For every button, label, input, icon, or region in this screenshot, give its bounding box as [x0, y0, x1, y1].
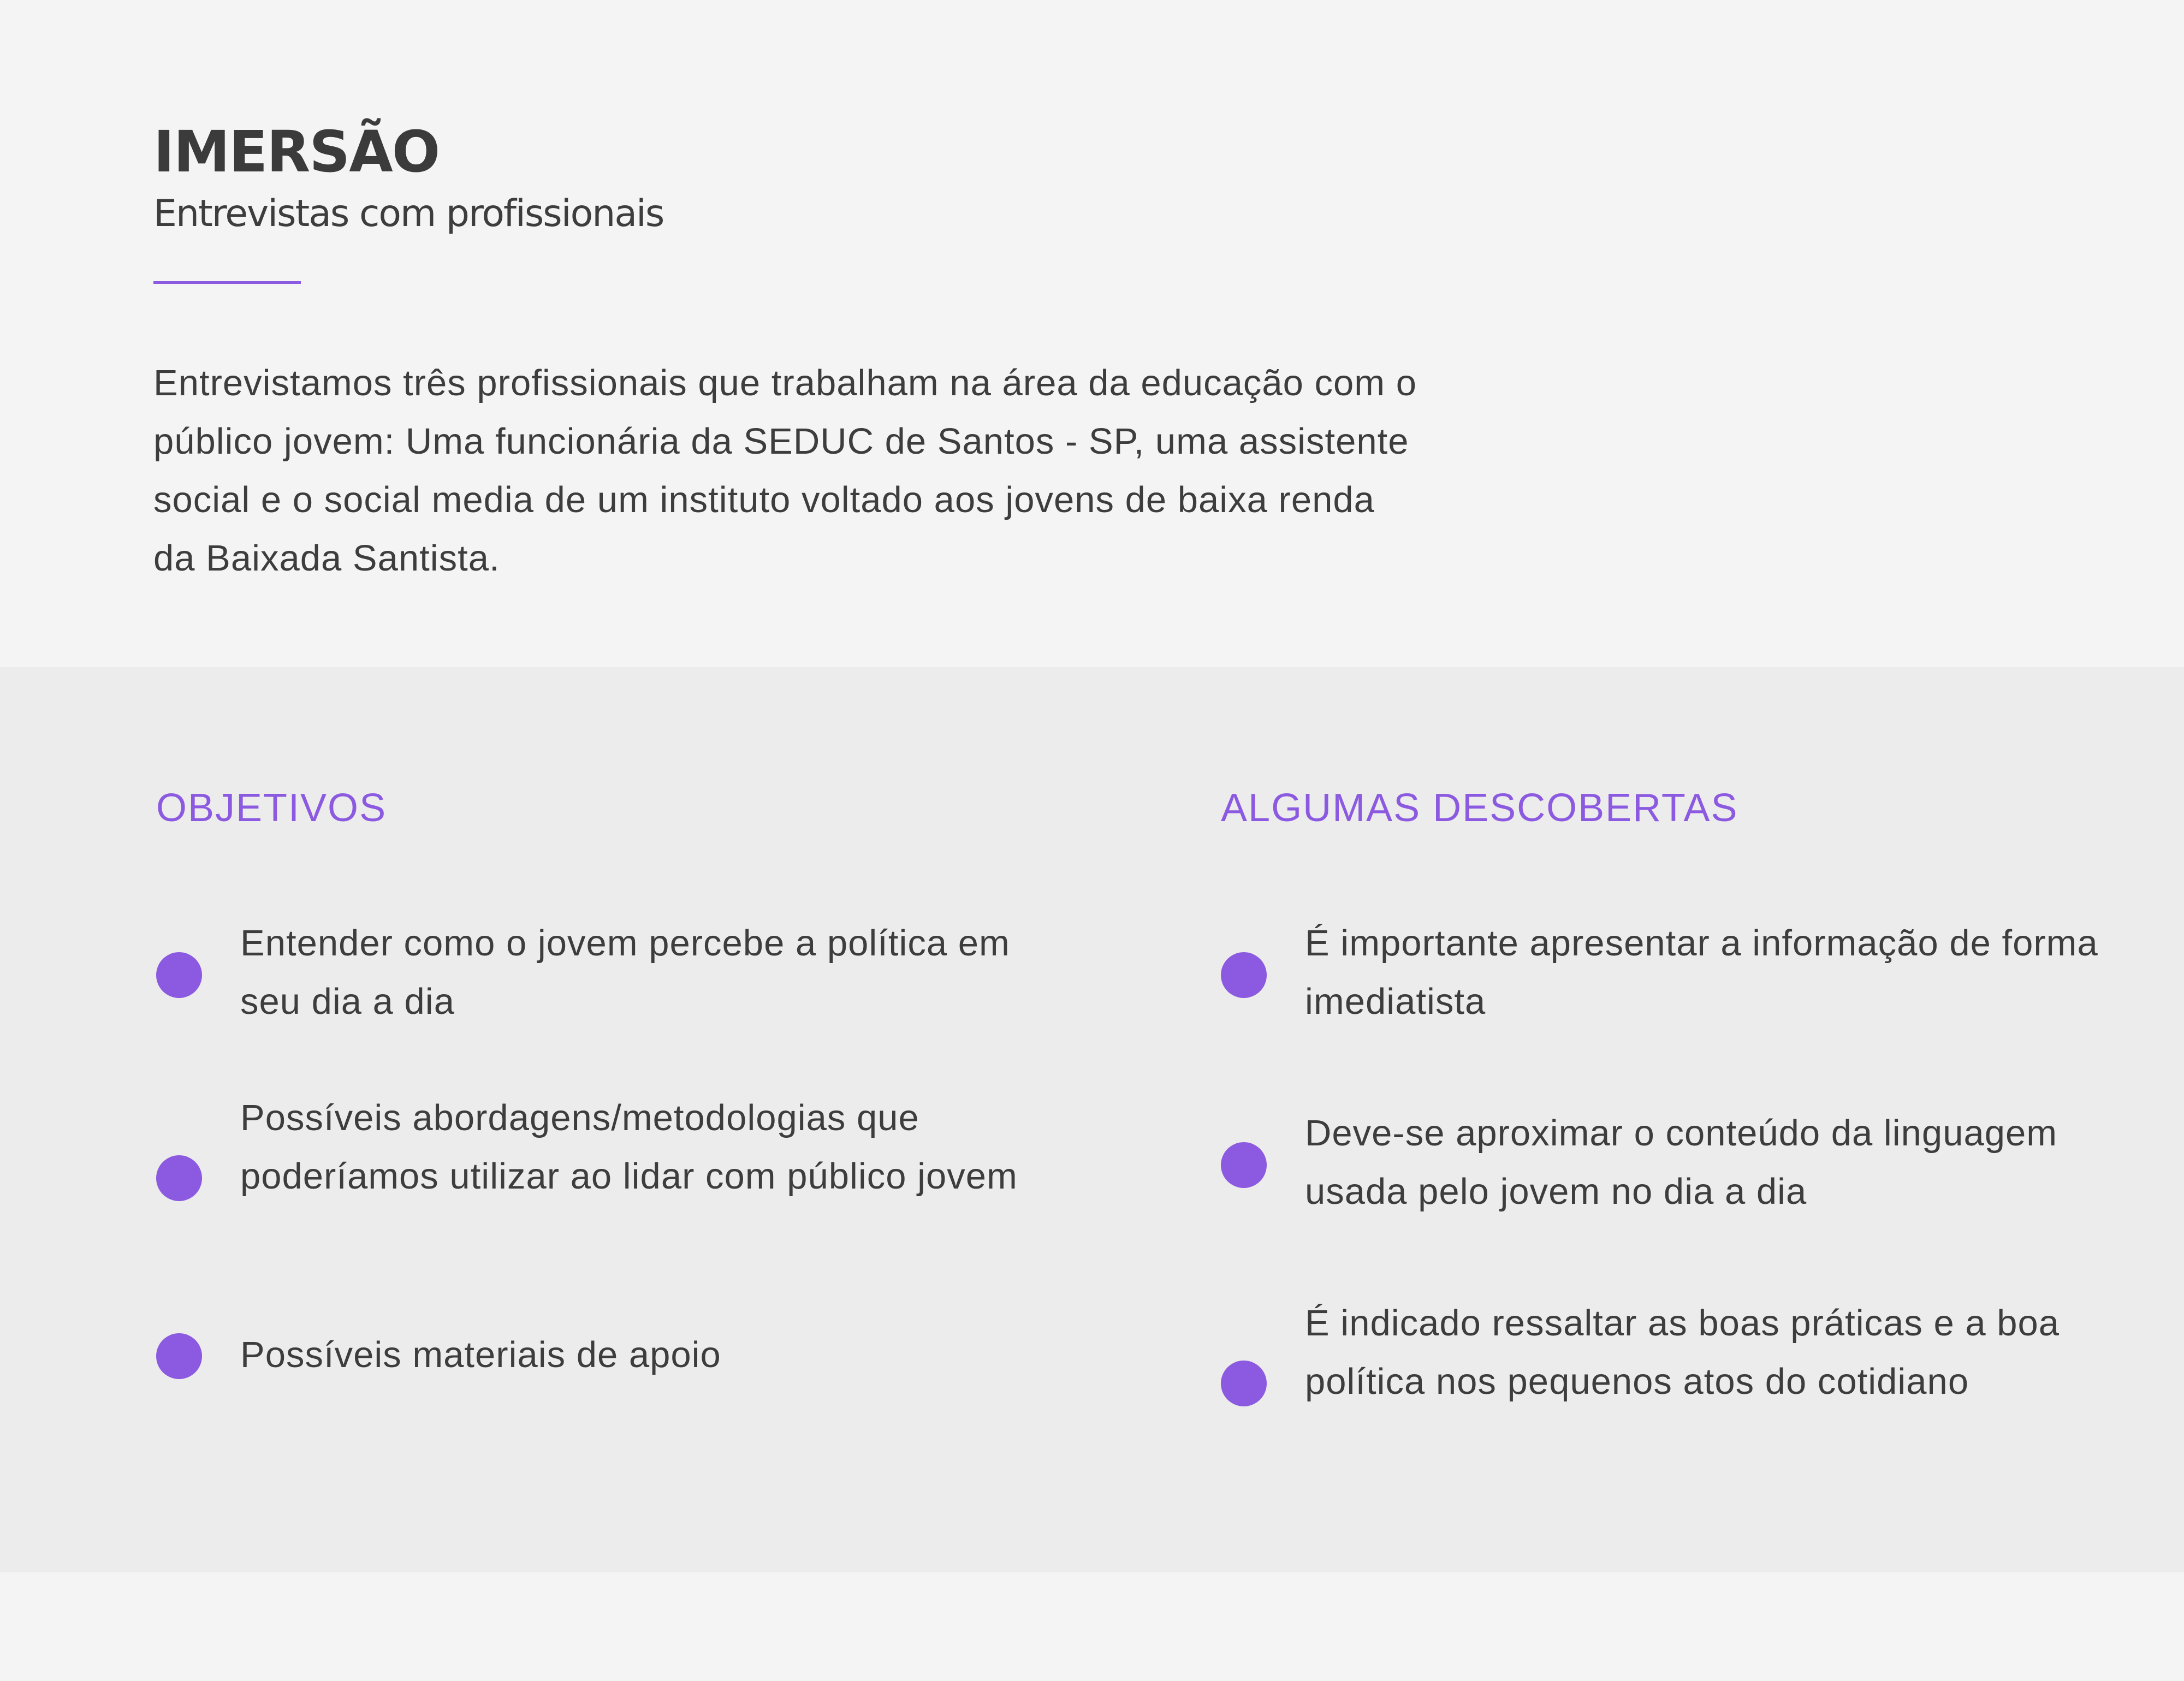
bullet-dot-icon — [156, 952, 202, 998]
list-item-text: Possíveis abordagens/metodologias que poderíamos utilizar ao lidar com público jovem — [240, 1097, 1018, 1197]
objetivos-heading: OBJETIVOS — [156, 786, 387, 830]
page-title: IMERSÃO — [153, 118, 440, 185]
bullet-dot-icon — [1221, 1142, 1267, 1188]
list-item-text: Possíveis materiais de apoio — [240, 1334, 721, 1375]
content-band — [0, 667, 2184, 1572]
list-item-text: É importante apresentar a informação de forma imediatista — [1305, 923, 2098, 1022]
descobertas-heading: ALGUMAS DESCOBERTAS — [1221, 786, 1738, 830]
accent-divider — [153, 281, 301, 284]
bullet-dot-icon — [156, 1333, 202, 1379]
hero-section — [0, 0, 2184, 667]
list-item-text: Entender como o jovem percebe a política em seu dia a dia — [240, 923, 1010, 1022]
bullet-dot-icon — [1221, 952, 1267, 998]
list-item-text: É indicado ressaltar as boas práticas e a boa política nos pequenos atos do cotidiano — [1305, 1303, 2060, 1402]
bullet-dot-icon — [156, 1155, 202, 1201]
intro-paragraph: Entrevistamos três profissionais que trabalham na área da educação com o público jovem: Uma funcionária da SEDUC de Santos - SP, uma assistente social e o social media de um instituto voltado aos jovens de baixa renda da Baixada Santista. — [153, 363, 1417, 579]
bullet-dot-icon — [1221, 1361, 1267, 1406]
list-item-text: Deve-se aproximar o conteúdo da linguagem usada pelo jovem no dia a dia — [1305, 1113, 2058, 1212]
page-subtitle: Entrevistas com profissionais — [153, 192, 664, 235]
